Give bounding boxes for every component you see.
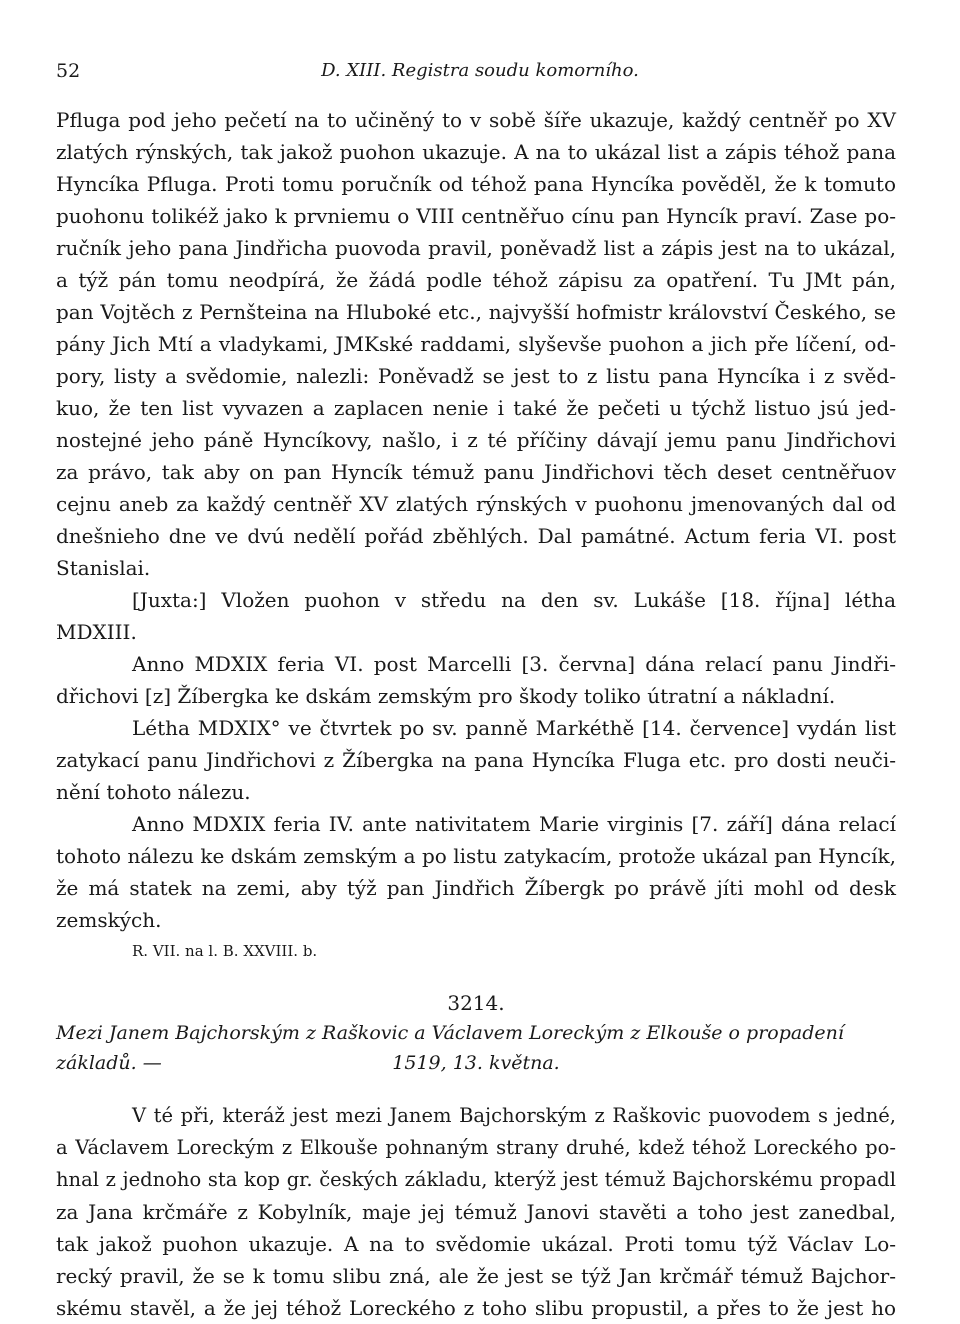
- text-line: Stanislai.: [56, 556, 151, 580]
- text-line: ručník jeho pana Jindřicha puovoda pravil, poněvadž list a zápis jest na to ukázal,: [56, 236, 896, 260]
- text-line: MDXIII.: [56, 620, 137, 644]
- text-line: Anno MDXIX feria VI. post Marcelli [3. června] dána relací panu Jindři-: [132, 652, 896, 676]
- text-line: puohonu tolikéž jako k prvniemu o VIII centněřuo cínu pan Hyncík praví. Zase po-: [56, 204, 896, 228]
- text-line: pan Vojtěch z Pernšteina na Hluboké etc., najvyšší hofmistr království Českého, se: [56, 300, 896, 324]
- text-line: dnešnieho dne ve dvú nedělí pořád zběhlých. Dal památné. Actum feria VI. post: [56, 524, 896, 548]
- page-header: [56, 60, 904, 86]
- text-line: pory, listy a svědomie, nalezli: Poněvadž se jest to z listu pana Hyncíka i z svěd-: [56, 364, 896, 388]
- text-line: zatykací panu Jindřichovi z Žíbergka na pana Hyncíka Fluga etc. pro dosti neuči-: [56, 748, 896, 772]
- paragraph-relation-2: [56, 808, 896, 936]
- text-line: za právo, tak aby on pan Hyncík témuž panu Jindřichovi těch deset centněřuov: [56, 460, 896, 484]
- text-line: zemských.: [56, 908, 162, 932]
- text-line: tohoto nálezu ke dskám zemským a po listu zatykacím, protože ukázal pan Hyncík,: [56, 844, 896, 868]
- entry-title: [56, 1018, 896, 1078]
- paragraph-juxta: [56, 584, 896, 648]
- entry-number: 3214.: [447, 991, 505, 1015]
- text-line: Létha MDXIX° ve čtvrtek po sv. panně Markéthě [14. července] vydán list: [132, 716, 896, 740]
- text-line: hnal z jednoho sta kop gr. českých základu, kterýž jest témuž Bajchorskému propadl: [56, 1168, 896, 1191]
- entry-title-date: 1519, 13. května.: [392, 1052, 560, 1074]
- page-number: 52: [56, 60, 81, 82]
- running-title: D. XIII. Registra soudu komorního.: [321, 60, 639, 81]
- text-line: recký pravil, že se k tomu slibu zná, ale že jest se týž Jan krčmář témuž Bajchor-: [56, 1264, 896, 1288]
- paragraph-arrest-letter: [56, 712, 896, 808]
- paragraph-relation-1: [56, 648, 896, 712]
- text-line: Pfluga pod jeho pečetí na to učiněný to v sobě šíře ukazuje, každý centněř po XV: [56, 108, 896, 132]
- spacer: [56, 1078, 896, 1100]
- page-body: [56, 104, 896, 1324]
- text-line: Hyncíka Pfluga. Proti tomu poručník od téhož pana Hyncíka pověděl, že k tomuto: [56, 172, 896, 196]
- paragraph-case-3214: [56, 1100, 896, 1324]
- text-line: dřichovi [z] Žíbergka ke dskám zemským pro škody toliko útratní a nákladní.: [56, 684, 836, 708]
- text-line: nění tohoto nálezu.: [56, 780, 251, 804]
- text-line: že má statek na zemi, aby týž pan Jindřich Žíbergk po právě jíti mohl od desk: [56, 876, 896, 900]
- text-line: a týž pán tomu neodpírá, že žádá podle téhož zápisu za opatření. Tu JMt pán,: [56, 268, 896, 292]
- text-line: pány Jich Mtí a vladykami, JMKské raddami, slyševše puohon a jich pře líčení, od-: [56, 332, 896, 356]
- text-line: [Juxta:] Vložen puohon v středu na den sv. Lukáše [18. října] létha: [132, 588, 896, 612]
- text-line: za Jana krčmáře z Kobylník, maje jej témuž Janovi stavěti a toho jest zanedbal,: [56, 1200, 896, 1224]
- text-line: a Václavem Loreckým z Elkouše pohnaným strany druhé, kdež téhož Loreckého po-: [56, 1136, 896, 1159]
- text-line: zlatých rýnských, tak jakož puohon ukazuje. A na to ukázal list a zápis téhož pana: [56, 140, 896, 164]
- text-line: cejnu aneb za každý centněř XV zlatých rýnských v puohonu jmenovaných dal od: [56, 492, 896, 516]
- source-reference: R. VII. na l. B. XXVIII. b.: [132, 942, 318, 960]
- text-line: nostejné jeho páně Hyncíkovy, našlo, i z té příčiny dávají jemu panu Jindřichovi: [56, 428, 896, 452]
- entry-title-line: Mezi Janem Bajchorským z Raškovic a Václavem Loreckým z Elkouše o propadení základů. —: [56, 1022, 844, 1074]
- text-line: kuo, že ten list vyvazen a zaplacen nenie i také že pečeti u týchž listuo jsú jed-: [56, 396, 896, 420]
- text-line: skému stavěl, a že jej téhož Loreckého z toho slibu propustil, a přes to že jest ho: [56, 1296, 896, 1320]
- paragraph-verdict: [56, 104, 896, 584]
- text-line: tak jakož puohon ukazuje. A na to svědomie ukázal. Proti tomu týž Václav Lo-: [56, 1232, 896, 1256]
- text-line: Anno MDXIX feria IV. ante nativitatem Marie virginis [7. září] dána relací: [132, 812, 896, 836]
- text-line: V té při, kteráž jest mezi Janem Bajchorským z Raškovic puovodem s jedné,: [132, 1104, 896, 1127]
